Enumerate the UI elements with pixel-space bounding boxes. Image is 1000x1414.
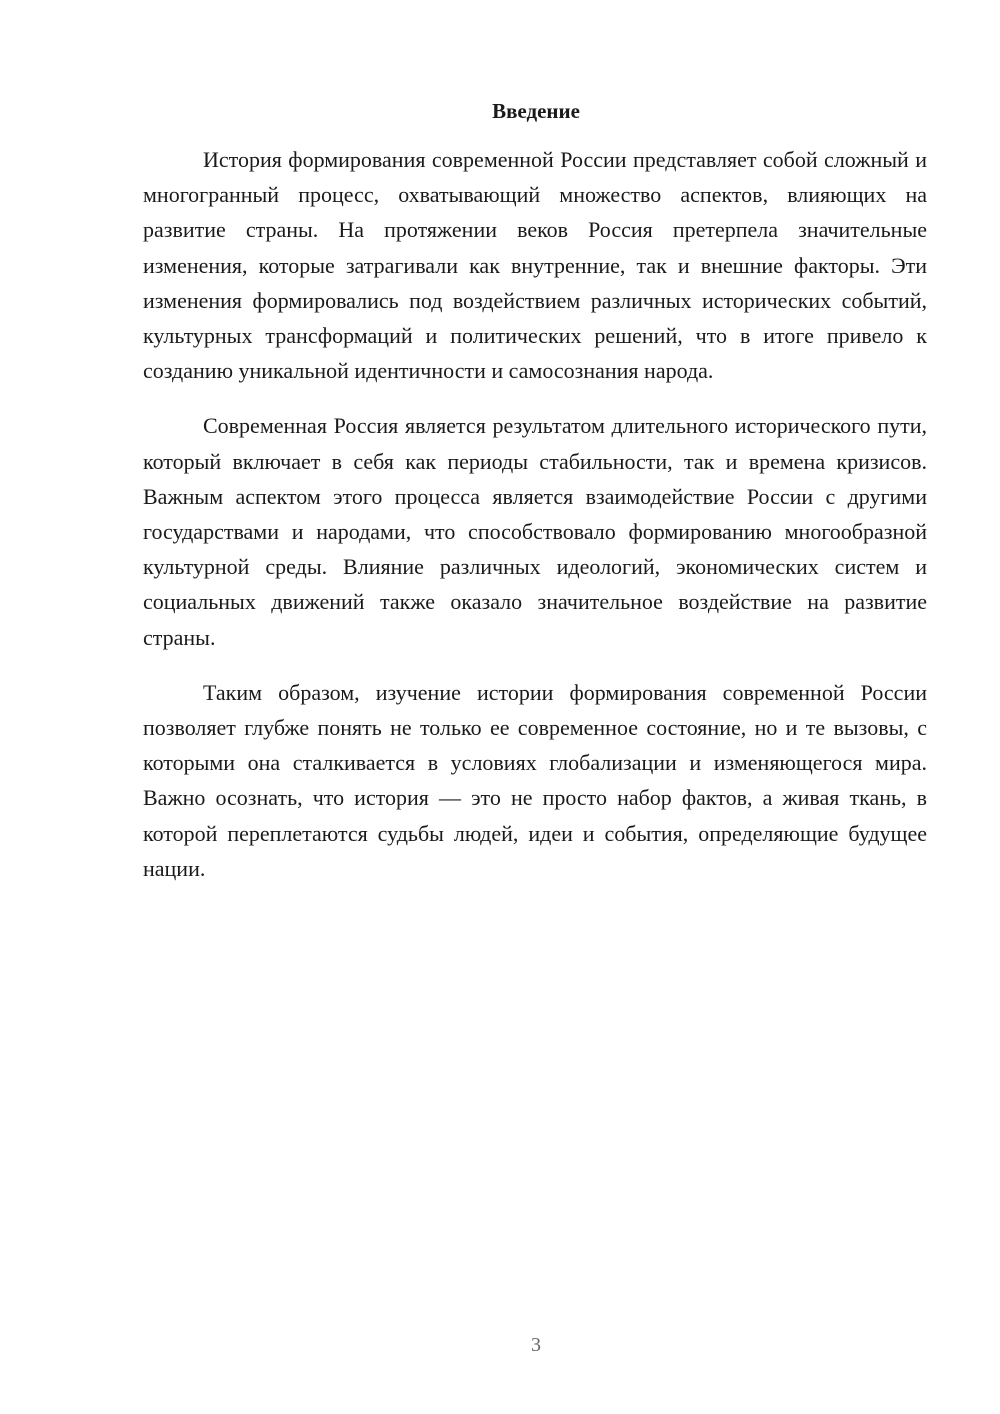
- page-number: 3: [531, 1334, 541, 1356]
- paragraph-3: Таким образом, изучение истории формирования современной России позволяет глубже понять не только ее современное состояние, но и те вызовы, с которыми она сталкивается в условиях глобализации и изменяющегося мира. Важно осознать, что история — это не просто набор фактов, а живая ткань, в которой переплетаются судьбы людей, идеи и события, определяющие будущее нации.: [143, 679, 927, 881]
- paragraph-2: Современная Россия является результатом длительного исторического пути, который включает в себя как периоды стабильности, так и времена кризисов. Важным аспектом этого процесса является взаимодействие России с другими государствами и народами, что способствовало формированию многообразной культурной среды. Влияние различных идеологий, экономических систем и социальных движений также оказало значительное воздействие на развитие страны.: [143, 413, 927, 650]
- document-body: [143, 142, 927, 906]
- paragraph-1: История формирования современной России представляет собой сложный и многогранный процесс, охватывающий множество аспектов, влияющих на развитие страны. На протяжении веков Россия претерпела значительные изменения, которые затрагивали как внутренние, так и внешние факторы. Эти изменения формировались под воздействием различных исторических событий, культурных трансформаций и политических решений, что в итоге привело к созданию уникальной идентичности и самосознания народа.: [143, 147, 927, 384]
- section-heading: Введение: [492, 99, 580, 123]
